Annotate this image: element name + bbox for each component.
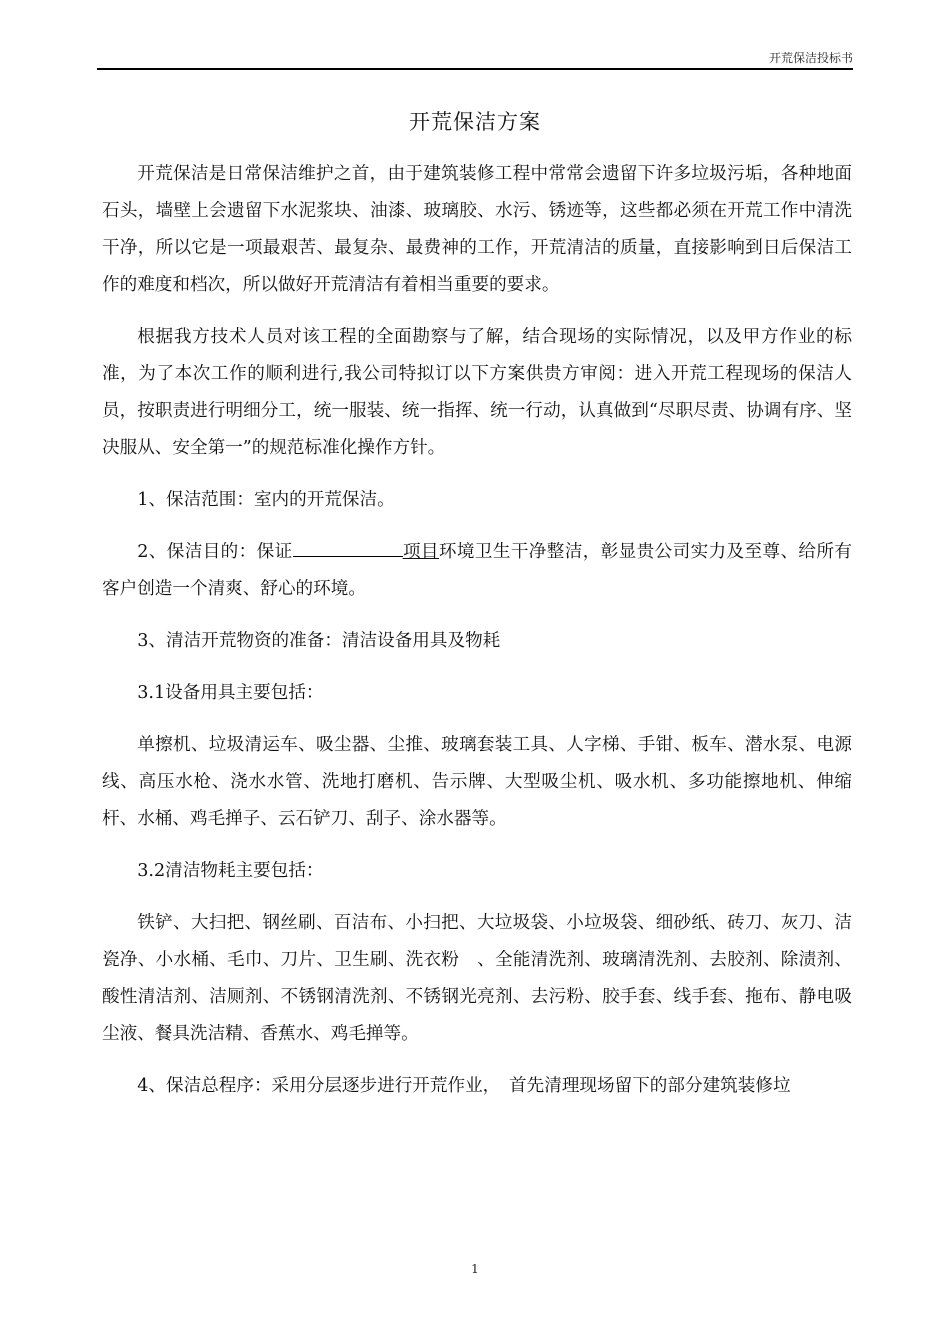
page-number: 1 xyxy=(471,1262,479,1276)
header-rule xyxy=(97,68,853,70)
paragraph-purpose xyxy=(102,534,852,608)
document-title: 开荒保洁方案 xyxy=(409,110,541,134)
paragraph-procedure: 4、保洁总程序：采用分层逐步进行开荒作业， 首先清理现场留下的部分建筑装修垃 xyxy=(137,1076,791,1096)
project-name-blank xyxy=(293,555,403,557)
project-label: 项目 xyxy=(402,542,439,562)
heading-consumables: 3.2清洁物耗主要包括： xyxy=(137,861,324,881)
heading-equipment: 3.1设备用具主要包括： xyxy=(137,683,324,703)
paragraph-basis: 根据我方技术人员对该工程的全面勘察与了解，结合现场的实际情况，以及甲方作业的标准，为了本次工作的顺利进行,我公司特拟订以下方案供贵方审阅：进入开荒工程现场的保洁人员，按职责进行明细分工，统一服装、统一指挥、统一行动，认真做到“尽职尽责、协调有序、坚决服从、安全第一”的规范标准化操作方针。 xyxy=(102,327,852,458)
purpose-tail-text: 环境卫生干净整洁，彰显贵公司实力及至尊、给所有客户创造一个清爽、舒心的环境。 xyxy=(102,542,852,599)
paragraph-scope: 1、保洁范围：室内的开荒保洁。 xyxy=(137,490,395,510)
paragraph-intro: 开荒保洁是日常保洁维护之首，由于建筑装修工程中常常会遗留下许多垃圾污垢，各种地面石头，墙壁上会遗留下水泥浆块、油漆、玻璃胶、水污、锈迹等，这些都必须在开荒工作中清洗干净，所以它是一项最艰苦、最复杂、最费神的工作，开荒清洁的质量，直接影响到日后保洁工作的难度和档次，所以做好开荒清洁有着相当重要的要求。 xyxy=(102,164,852,295)
purpose-lead-text: 2、保洁目的：保证 xyxy=(137,542,293,562)
document-body xyxy=(102,156,852,1120)
paragraph-materials: 3、清洁开荒物资的准备：清洁设备用具及物耗 xyxy=(137,631,501,651)
paragraph-consumables-list: 铁铲、大扫把、钢丝刷、百洁布、小扫把、大垃圾袋、小垃圾袋、细砂纸、砖刀、灰刀、洁瓷净、小水桶、毛巾、刀片、卫生刷、洗衣粉 、全能清洗剂、玻璃清洗剂、去胶剂、除渍剂、酸性清洁剂、洁厕剂、不锈钢清洗剂、不锈钢光亮剂、去污粉、胶手套、线手套、拖布、静电吸尘液、餐具洗洁精、香蕉水、鸡毛掸等。 xyxy=(102,913,852,1044)
paragraph-equipment-list: 单擦机、垃圾清运车、吸尘器、尘推、玻璃套装工具、人字梯、手钳、板车、潜水泵、电源线、高压水枪、浇水水管、洗地打磨机、告示牌、大型吸尘机、吸水机、多功能擦地机、伸缩杆、水桶、鸡毛掸子、云石铲刀、刮子、涂水器等。 xyxy=(102,735,852,829)
running-header: 开荒保洁投标书 xyxy=(768,51,853,65)
